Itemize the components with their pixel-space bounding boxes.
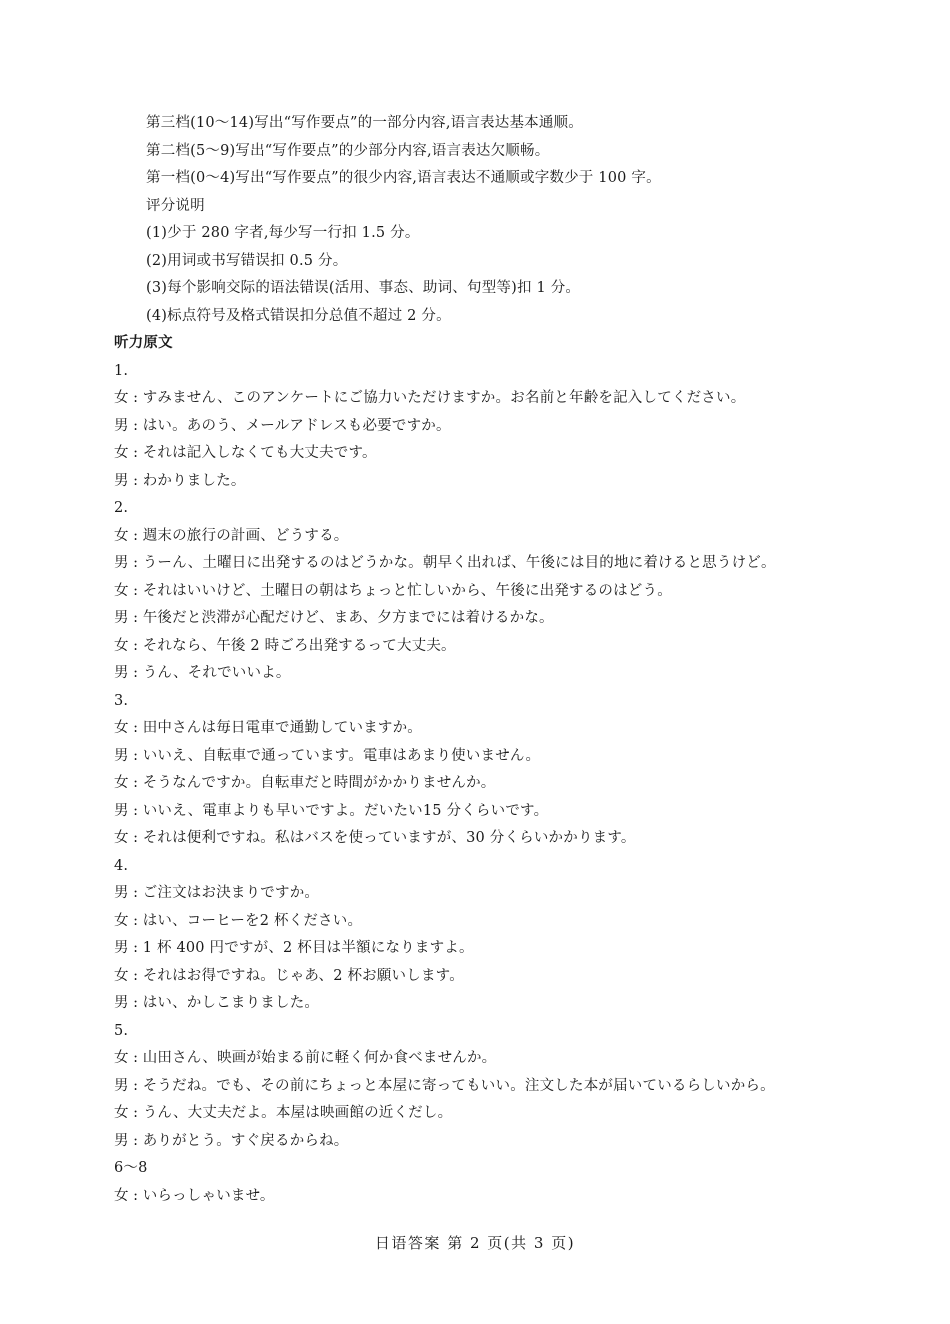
colon-separator: : <box>133 390 139 406</box>
dialogue-line <box>114 633 854 661</box>
scoring-level-1: 第一档(0～4)写出“写作要点”的很少内容,语言表达不通顺或字数少于 100 字。 <box>146 170 661 186</box>
colon-separator: : <box>133 830 139 846</box>
page-content <box>114 110 854 1210</box>
colon-separator: : <box>133 417 139 434</box>
section-number: 2. <box>114 500 129 516</box>
dialogue-line <box>114 1128 854 1156</box>
dialogue-text: それはお得ですね。じゃあ、2 杯お願いします。 <box>142 967 464 984</box>
scoring-level-3: 第三档(10～14)写出“写作要点”的一部分内容,语言表达基本通顺。 <box>146 115 583 131</box>
dialogue-line <box>114 468 854 496</box>
dialogue-text: はい、コーヒーを2 杯ください。 <box>142 912 363 929</box>
scoring-notes-title: 评分说明 <box>146 197 205 214</box>
colon-separator: : <box>133 912 139 929</box>
transcript-section-3 <box>114 688 854 853</box>
colon-separator: : <box>133 885 139 901</box>
scoring-note-3: (3)每个影响交际的语法错误(活用、事态、助词、句型等)扣 1 分。 <box>146 280 581 296</box>
dialogue-line <box>114 550 854 578</box>
dialogue-text: そうなんですか。自転車だと時間がかかりませんか。 <box>142 775 496 791</box>
colon-separator: : <box>133 445 139 461</box>
scoring-level-2: 第二档(5～9)写出“写作要点”的少部分内容,语言表达欠顺畅。 <box>146 142 550 159</box>
transcript-section-5 <box>114 1018 854 1156</box>
speaker-label: 男 <box>114 1077 129 1094</box>
dialogue-line <box>114 880 854 908</box>
dialogue-line <box>114 523 854 551</box>
transcript-section-1 <box>114 358 854 496</box>
colon-separator: : <box>133 527 139 544</box>
colon-separator: : <box>133 995 139 1011</box>
dialogue-text: 週末の旅行の計画、どうする。 <box>142 527 349 544</box>
dialogue-line <box>114 798 854 826</box>
section-number: 6～8 <box>114 1160 148 1176</box>
dialogue-line <box>114 825 854 853</box>
speaker-label: 女 <box>114 1050 129 1066</box>
dialogue-text: すみません、このアンケートにご協力いただけますか。お名前と年齢を記入してください。 <box>142 390 746 406</box>
speaker-label: 女 <box>114 1105 129 1121</box>
dialogue-text: それは便利ですね。私はバスを使っていますが、30 分くらいかかります。 <box>142 830 636 846</box>
colon-separator: : <box>133 582 139 599</box>
dialogue-line <box>114 1100 854 1128</box>
dialogue-line <box>114 413 854 441</box>
dialogue-text: はい、かしこまりました。 <box>142 995 320 1011</box>
colon-separator: : <box>133 555 139 571</box>
section-number: 5. <box>114 1022 129 1039</box>
speaker-label: 男 <box>114 665 129 681</box>
speaker-label: 女 <box>114 720 129 736</box>
speaker-label: 男 <box>114 885 129 901</box>
speaker-label: 女 <box>114 967 129 984</box>
dialogue-text: うーん、土曜日に出発するのはどうかな。朝早く出れば、午後には目的地に着けると思うけど。 <box>142 555 776 571</box>
dialogue-text: それはいいけど、土曜日の朝はちょっと忙しいから、午後に出発するのはどう。 <box>142 582 672 599</box>
dialogue-text: 午後だと渋滞が心配だけど、まあ、夕方までには着けるかな。 <box>142 610 554 626</box>
transcript-section-2 <box>114 495 854 688</box>
speaker-label: 女 <box>114 527 129 544</box>
colon-separator: : <box>133 1187 139 1204</box>
dialogue-text: 田中さんは毎日電車で通勤していますか。 <box>142 720 423 736</box>
colon-separator: : <box>133 1050 139 1066</box>
colon-separator: : <box>133 720 139 736</box>
speaker-label: 男 <box>114 417 129 434</box>
dialogue-line <box>114 385 854 413</box>
speaker-label: 男 <box>114 802 129 819</box>
speaker-label: 女 <box>114 637 129 654</box>
section-number: 1. <box>114 362 129 379</box>
speaker-label: 女 <box>114 390 129 406</box>
dialogue-line <box>114 660 854 688</box>
dialogue-line <box>114 578 854 606</box>
dialogue-line <box>114 1183 854 1211</box>
dialogue-line <box>114 770 854 798</box>
scoring-note-2: (2)用词或书写错误扣 0.5 分。 <box>146 252 348 269</box>
dialogue-text: うん、それでいいよ。 <box>142 665 291 681</box>
colon-separator: : <box>133 665 139 681</box>
speaker-label: 女 <box>114 775 129 791</box>
dialogue-line <box>114 935 854 963</box>
speaker-label: 男 <box>114 555 129 571</box>
dialogue-line <box>114 1045 854 1073</box>
transcript-section-6-8 <box>114 1155 854 1210</box>
colon-separator: : <box>133 967 139 984</box>
dialogue-text: ご注文はお決まりですか。 <box>142 885 320 901</box>
dialogue-text: わかりました。 <box>142 472 246 489</box>
colon-separator: : <box>133 802 139 819</box>
section-number: 3. <box>114 692 129 709</box>
dialogue-text: 1 杯 400 円ですが、2 杯目は半額になりますよ。 <box>142 940 474 956</box>
speaker-label: 女 <box>114 445 129 461</box>
scoring-note-4: (4)标点符号及格式错误扣分总值不超过 2 分。 <box>146 307 451 324</box>
speaker-label: 男 <box>114 747 129 764</box>
speaker-label: 女 <box>114 1187 129 1204</box>
dialogue-line <box>114 605 854 633</box>
speaker-label: 男 <box>114 472 129 489</box>
speaker-label: 女 <box>114 582 129 599</box>
scoring-note-1: (1)少于 280 字者,每少写一行扣 1.5 分。 <box>146 225 420 241</box>
dialogue-line <box>114 963 854 991</box>
section-number: 4. <box>114 857 129 874</box>
speaker-label: 男 <box>114 610 129 626</box>
dialogue-text: それは記入しなくても大丈夫です。 <box>142 445 377 461</box>
dialogue-line <box>114 1073 854 1101</box>
dialogue-text: はい。あのう、メールアドレスも必要ですか。 <box>142 417 451 434</box>
dialogue-line <box>114 908 854 936</box>
listening-title: 听力原文 <box>114 335 173 351</box>
dialogue-text: 山田さん、映画が始まる前に軽く何か食べませんか。 <box>142 1050 497 1066</box>
colon-separator: : <box>133 472 139 489</box>
speaker-label: 男 <box>114 1132 129 1149</box>
speaker-label: 女 <box>114 912 129 929</box>
speaker-label: 男 <box>114 995 129 1011</box>
colon-separator: : <box>133 1077 139 1094</box>
dialogue-line <box>114 440 854 468</box>
colon-separator: : <box>133 610 139 626</box>
colon-separator: : <box>133 1105 139 1121</box>
dialogue-line <box>114 990 854 1018</box>
colon-separator: : <box>133 940 139 956</box>
dialogue-text: いいえ、電車よりも早いですよ。だいたい15 分くらいです。 <box>142 802 549 819</box>
dialogue-text: それなら、午後 2 時ごろ出発するって大丈夫。 <box>142 637 456 654</box>
dialogue-line <box>114 743 854 771</box>
speaker-label: 男 <box>114 940 129 956</box>
dialogue-text: そうだね。でも、その前にちょっと本屋に寄ってもいい。注文した本が届いているらしいから。 <box>142 1077 775 1094</box>
colon-separator: : <box>133 747 139 764</box>
dialogue-text: いらっしゃいませ。 <box>142 1187 275 1204</box>
colon-separator: : <box>133 775 139 791</box>
transcript-section-4 <box>114 853 854 1018</box>
colon-separator: : <box>133 637 139 654</box>
colon-separator: : <box>133 1132 139 1149</box>
dialogue-text: うん、大丈夫だよ。本屋は映画館の近くだし。 <box>142 1105 453 1121</box>
speaker-label: 女 <box>114 830 129 846</box>
dialogue-line <box>114 715 854 743</box>
dialogue-text: いいえ、自転車で通っています。電車はあまり使いません。 <box>142 747 541 764</box>
page-footer: 日语答案 第 2 页(共 3 页) <box>374 1234 576 1252</box>
dialogue-text: ありがとう。すぐ戻るからね。 <box>142 1132 349 1149</box>
